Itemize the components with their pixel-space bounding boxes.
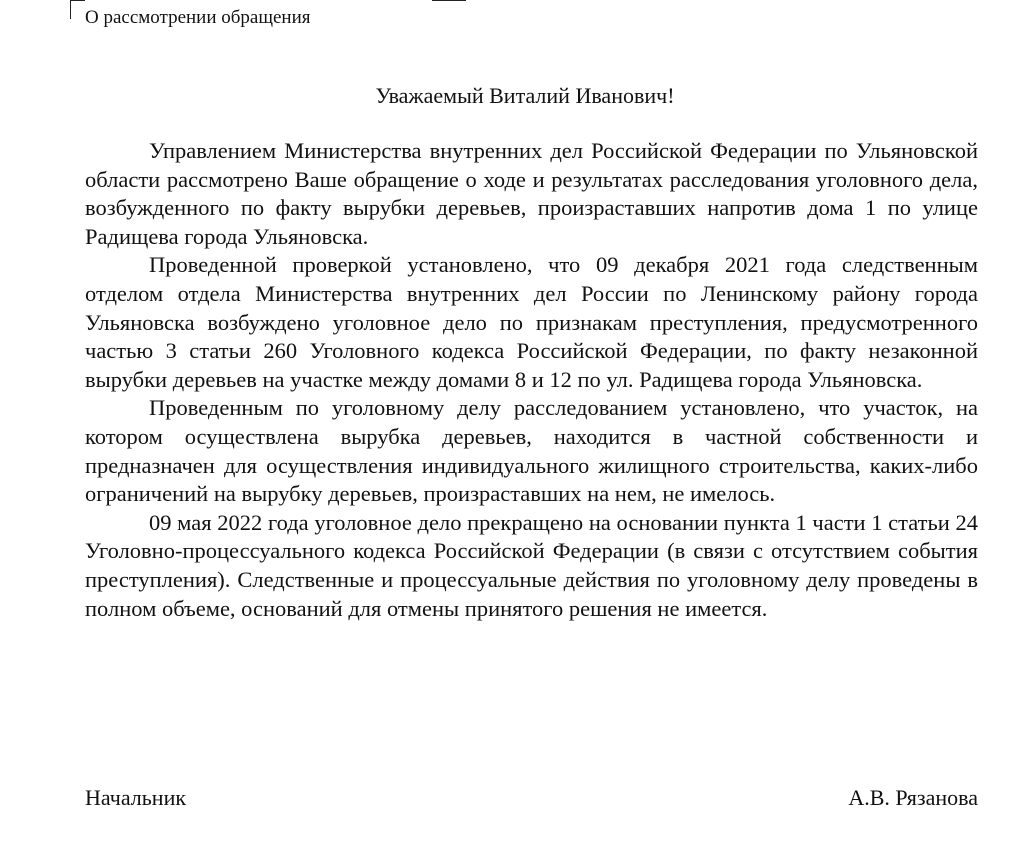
letter-greeting: Уважаемый Виталий Иванович! bbox=[375, 83, 675, 108]
letter-subject: О рассмотрении обращения bbox=[85, 7, 311, 28]
signer-position: Начальник bbox=[85, 785, 187, 810]
paragraph-2: Проведенной проверкой установлено, что 09 декабря 2021 года следственным отделом отдела Министерства внутренних дел России по Ленинскому району города Ульяновска возбуждено уголовное дело по признакам преступления, предусмотренного частью 3 статьи 260 Уголовного кодекса Российской Федерации, по факту незаконной вырубки деревьев на участке между домами 8 и 12 по ул. Радищева города Ульяновска. bbox=[85, 252, 978, 392]
subject-bracket-right bbox=[432, 0, 466, 3]
paragraph-4: 09 мая 2022 года уголовное дело прекращено на основании пункта 1 части 1 статьи 24 Уголовно-процессуального кодекса Российской Федерации (в связи с отсутствием события преступления). Следственные и процессуальные действия по уголовному делу проведены в полном объеме, оснований для отмены принятого решения не имеется. bbox=[85, 509, 978, 621]
signature-block bbox=[85, 784, 978, 812]
paragraph-1: Управлением Министерства внутренних дел Российской Федерации по Ульяновской области рассмотрено Ваше обращение о ходе и результатах расследования уголовного дела, возбужденного по факту вырубки деревьев, произраставших напротив дома 1 по улице Радищева города Ульяновска. bbox=[85, 138, 978, 249]
letter-body bbox=[85, 137, 978, 623]
signer-name: А.В. Рязанова bbox=[848, 785, 978, 810]
paragraph-3: Проведенным по уголовному делу расследованием установлено, что участок, на котором осуществлена вырубка деревьев, находится в частной собственности и предназначен для осуществления индивидуального жилищного строительства, каких-либо ограничений на вырубку деревьев, произраставших на нем, не имелось. bbox=[85, 395, 978, 507]
